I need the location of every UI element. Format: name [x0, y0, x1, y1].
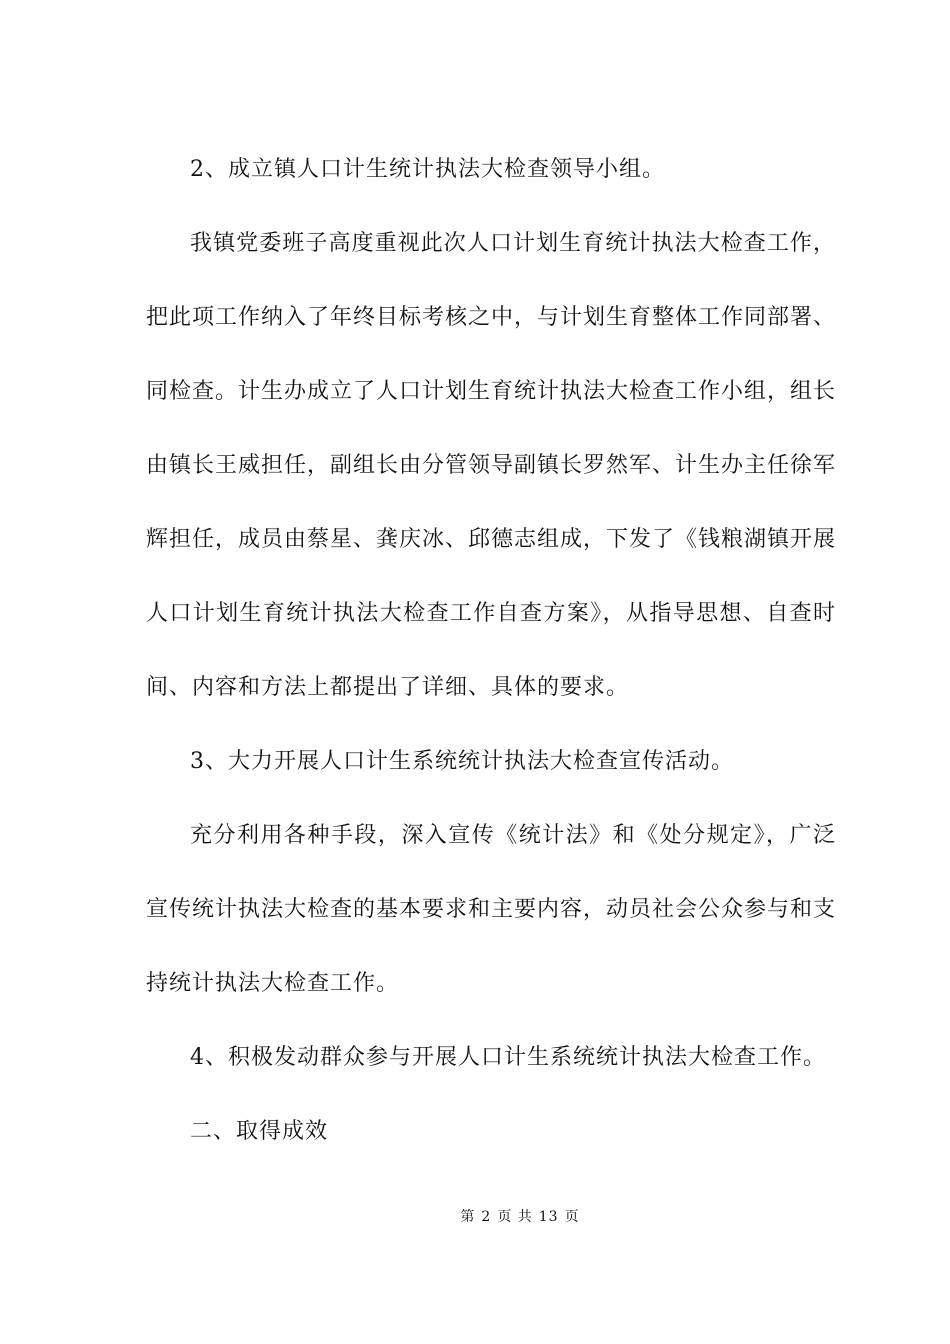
footer-middle: 页 共 — [497, 1209, 533, 1225]
section-heading-results: 二、取得成效 — [190, 1119, 329, 1144]
footer-current-page: 2 — [481, 1209, 492, 1225]
paragraph-publicity: 充分利用各种手段，深入宣传《统计法》和《处分规定》，广泛宣传统计执法大检查的基本要求和主要内容，动员社会公众参与和支持统计执法大检查工作。 — [146, 823, 837, 996]
section-heading-3: 3、大力开展人口计生系统统计执法大检查宣传活动。 — [190, 749, 734, 774]
page-footer — [0, 1206, 950, 1226]
footer-total-pages: 13 — [538, 1209, 559, 1225]
paragraph-leadership-group: 我镇党委班子高度重视此次人口计划生育统计执法大检查工作，把此项工作纳入了年终目标考核之中，与计划生育整体工作同部署、同检查。计生办成立了人口计划生育统计执法大检查工作小组，组长由镇长王威担任，副组长由分管领导副镇长罗然军、计生办主任徐军辉担任，成员由蔡星、龚庆冰、邱德志组成，下发了《钱粮湖镇开展人口计划生育统计执法大检查工作自查方案》，从指导思想、自查时间、内容和方法上都提出了详细、具体的要求。 — [146, 231, 837, 700]
document-body — [146, 133, 836, 1169]
section-heading-4: 4、积极发动群众参与开展人口计生系统统计执法大检查工作。 — [190, 1045, 826, 1070]
footer-suffix: 页 — [564, 1209, 580, 1225]
footer-prefix: 第 — [460, 1209, 476, 1225]
section-heading-2: 2、成立镇人口计生统计执法大检查领导小组。 — [190, 157, 665, 182]
